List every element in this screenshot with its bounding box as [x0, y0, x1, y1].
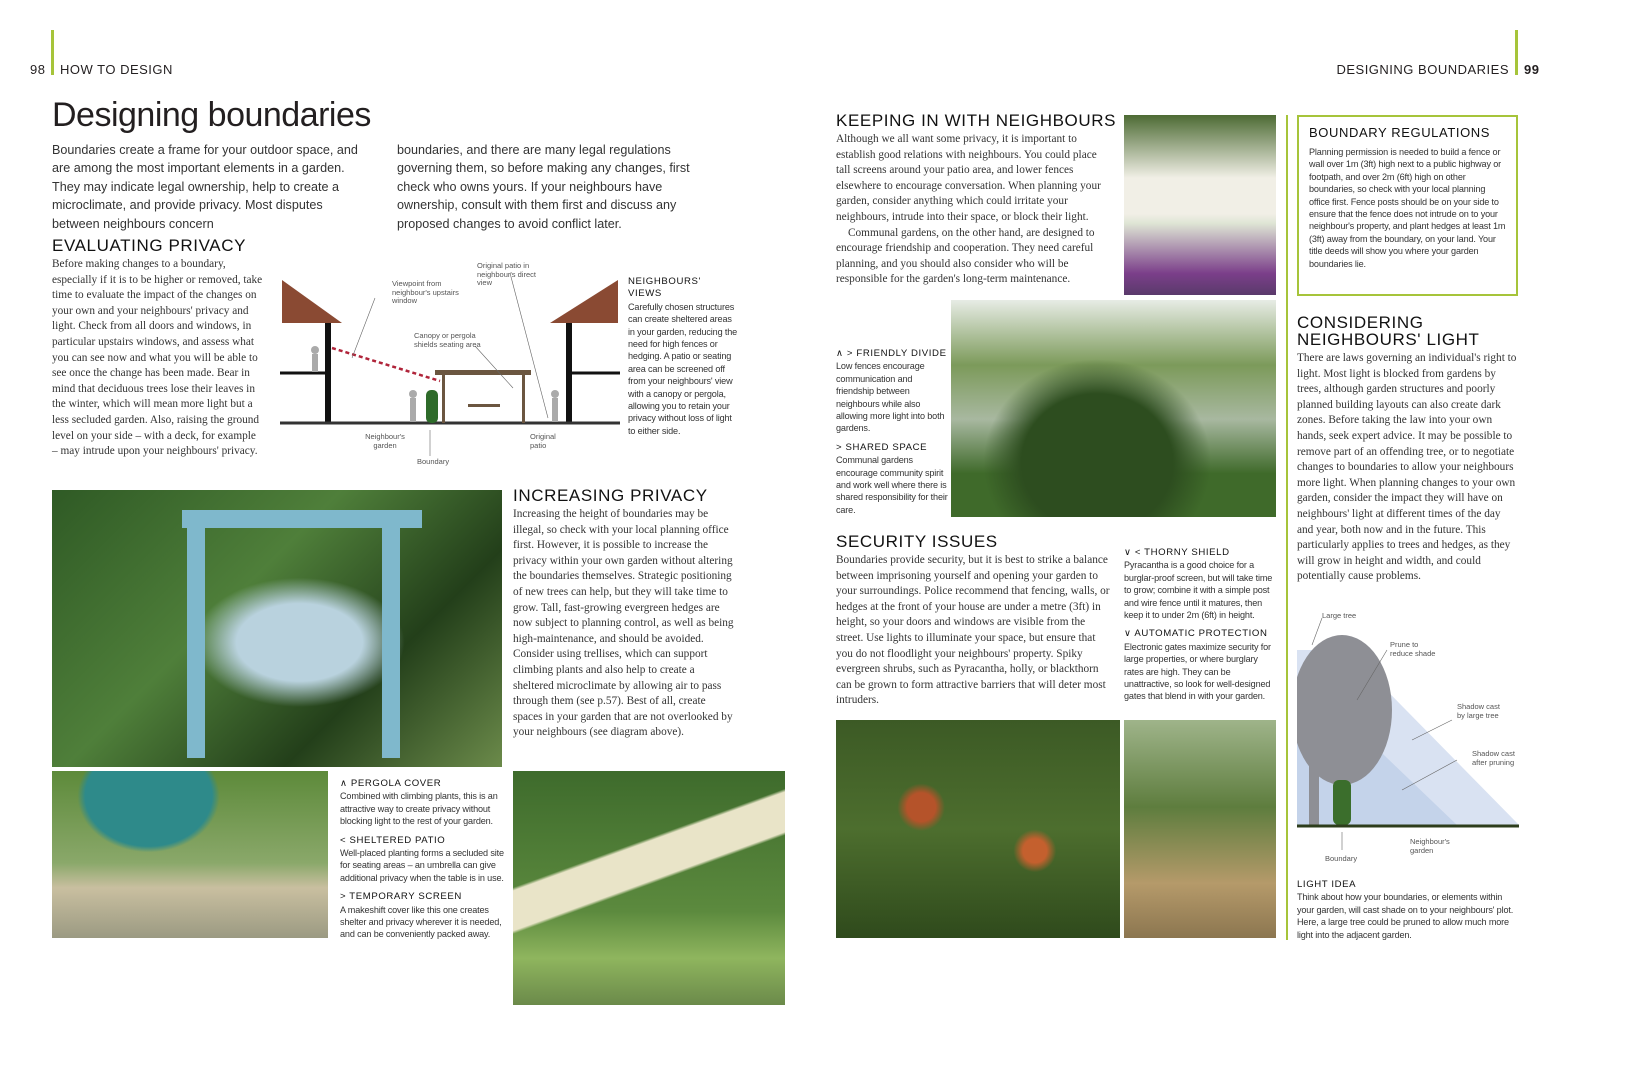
caption-text: Communal gardens encourage community spirit and work well where there is shared responsibility for their care. — [836, 455, 948, 515]
label-original-view: Original patio in neighbour's direct view — [477, 261, 536, 287]
keeping-heading: KEEPING IN WITH NEIGHBOURS — [836, 111, 1117, 130]
caption-heading: ∧ PERGOLA COVER — [340, 778, 442, 789]
page-title: Designing boundaries — [52, 96, 371, 134]
evaluating-heading: EVALUATING PRIVACY — [52, 236, 247, 255]
paragraph: Although we all want some privacy, it is important to establish good relations with neighbours. You could place tall screens around your patio area, and lower fences elsewhere to encourage conversation. When planning your garden, consider anything which could irritate your neighbours, intrude into their space, or block their light. — [836, 133, 1101, 223]
gate-photo — [1124, 720, 1276, 938]
boundary-regulations-box — [1297, 115, 1518, 296]
considering-body: There are laws governing an individual's right to light. Most light is blocked from gardens by trees, although garden structures and poorly planned building layouts can also create dark zones. Before taking the law into your own hands, seek expert advice. It may be possible to remove part of an offending tree, or to negotiate changes to boundaries to allow your neighbours more light. When planning changes to your own garden, consider the impact they will have on neighbours' light at different times of the day and year, both now and in the future. This particularly applies to trees and hedges, as they will grow in height and width, and could potentially cause problems. — [1297, 352, 1517, 583]
pergola-photo — [52, 490, 502, 767]
box-text: Planning permission is needed to build a fence or wall over 1m (3ft) high next to a public highway or footpath, and over 2m (6ft) high on other boundaries, so check with your local planning office first. Fence posts should be on your side to ensure that the fence does not intrude on to your neighbour's property, and plant hedges at least 1m (3ft) away from the boundary, on your land. Your title deeds will show you where your garden boundaries lie. — [1309, 147, 1506, 269]
caption-text: Combined with climbing plants, this is an attractive way to create privacy without blocking light to the rest of your garden. — [340, 791, 498, 827]
box-heading: BOUNDARY REGULATIONS — [1309, 125, 1491, 140]
caption-heading: NEIGHBOURS' VIEWS — [628, 276, 701, 300]
caption-heading: ∧ > FRIENDLY DIVIDE — [836, 348, 947, 359]
increasing-heading: INCREASING PRIVACY — [513, 486, 708, 505]
umbrella-patio-photo — [52, 771, 328, 938]
intro-col-2: boundaries, and there are many legal regulations governing them, so before making any changes, first check who owns yours. If your neighbours have ownership, consult with them first and discuss any proposed changes to avoid conflict later. — [397, 143, 690, 231]
column-rule — [1286, 115, 1288, 940]
house-roof-left — [282, 280, 342, 323]
label-original-patio: Original patio — [530, 432, 556, 450]
top-right-captions — [836, 348, 948, 523]
caption-shared-space — [836, 442, 948, 516]
section-label-right: DESIGNING BOUNDARIES — [1336, 62, 1509, 77]
hedge — [426, 390, 438, 423]
caption-temporary-screen — [340, 891, 505, 941]
caption-heading: ∨ AUTOMATIC PROTECTION — [1124, 628, 1268, 640]
page-number-right: 99 — [1524, 62, 1540, 77]
house-roof-right — [550, 280, 618, 323]
page-number-left: 98 — [30, 62, 46, 77]
label-canopy: Canopy or pergola shields seating area — [414, 331, 481, 349]
caption-thorny-shield — [1124, 547, 1279, 621]
evaluating-body: Before making changes to a boundary, especially if it is to be higher or removed, take time to evaluate the impact of the changes on your own and your neighbours' privacy and light. Check from all doors and windows, in particular upstairs windows, and assess what you can see now and what you will be able to see once the change has been made. Bear in mind that deciduous trees lose their leaves in the winter, which will mean more light but a less secluded garden. Also, raising the ground level on your side – with a deck, for example – may intrude upon your neighbours' privacy. — [52, 258, 263, 458]
cottage-fence-photo — [1124, 115, 1276, 295]
caption-heading: > TEMPORARY SCREEN — [340, 891, 462, 903]
security-body: Boundaries provide security, but it is best to strike a balance between imprisoning yourself and opening your garden to your surroundings. Police recommend that fencing, walls, or hedges at the front of your house are under a metre (3ft) in height, so your doors and windows are visible from the street. Use lights to illuminate your space, but ensure that you do not floodlight your neighbours' property. Spiky evergreen shrubs, such as Pyracantha, holly, or blackthorn can be grown to form attractive barriers that will deter most intruders. — [836, 554, 1110, 707]
label-boundary: Boundary — [1325, 854, 1358, 863]
label-shadow-pruning: Shadow cast after pruning — [1472, 749, 1515, 767]
caption-text: Well-placed planting forms a secluded site for seating areas – an umbrella can give additional privacy when the table is in use. — [340, 848, 504, 883]
caption-heading: < SHELTERED PATIO — [340, 834, 446, 846]
pyracantha-hedge-photo — [836, 720, 1120, 938]
paragraph: Communal gardens, on the other hand, are designed to encourage friendship and cooperation. They need careful planning, and you should also consider who will be responsible for the garden's long-term maintenance. — [836, 226, 1095, 286]
mid-right-captions — [1124, 547, 1279, 710]
communal-garden-photo — [951, 300, 1276, 517]
section-label-left: HOW TO DESIGN — [60, 62, 173, 77]
caption-automatic-protection — [1124, 628, 1279, 702]
caption-heading: LIGHT IDEA — [1297, 879, 1357, 890]
caption-text: Electronic gates maximize security for large properties, or where burglary rates are high. They can be unattractive, so look for well-designed gates that blend in with your garden. — [1124, 641, 1271, 702]
label-prune: Prune to reduce shade — [1390, 640, 1436, 658]
light-idea-caption — [1297, 879, 1517, 941]
caption-pergola-cover — [340, 778, 505, 828]
caption-heading: ∨ < THORNY SHIELD — [1124, 547, 1230, 558]
label-neighbours-garden: Neighbour's garden — [1410, 837, 1450, 855]
increasing-body: Increasing the height of boundaries may be illegal, so check with your local planning office first. However, it is possible to increase the privacy within your own garden without altering the boundaries themselves. Strategic positioning of new trees can help, but they will take time to grow. Tall, fast-growing evergreen hedges are now subject to planning control, as well as being high-maintenance, and should be avoided. Consider using trellises, which can support climbing plants and also help to create a sheltered microclimate by allowing air to pass through them (see p.57). Best of all, create spaces in your garden that are not overlooked by your neighbours (see diagram above). — [513, 508, 734, 739]
caption-text: Think about how your boundaries, or elements within your garden, will cast shade on to your neighbours' plot. Here, a large tree could be pruned to allow much more light into the adjacent garden. — [1297, 892, 1514, 940]
label-viewpoint: Viewpoint from neighbour's upstairs window — [392, 279, 459, 305]
caption-text: A makeshift cover like this one creates shelter and privacy wherever it is needed, and can be conveniently packed away. — [340, 904, 502, 940]
pergola — [435, 370, 531, 375]
label-neighbours-garden: Neighbour's garden — [365, 432, 405, 450]
caption-text: Low fences encourage communication and friendship between neighbours while also allowing more light into both gardens. — [836, 361, 945, 434]
security-heading: SECURITY ISSUES — [836, 532, 998, 551]
neighbours-views-caption — [628, 276, 738, 437]
caption-heading: > SHARED SPACE — [836, 441, 928, 453]
header-rule — [1515, 30, 1518, 75]
label-large-tree: Large tree — [1322, 611, 1357, 620]
sightline — [332, 348, 440, 381]
considering-heading: CONSIDERING NEIGHBOURS' LIGHT — [1297, 313, 1480, 349]
keeping-body — [836, 132, 1110, 288]
caption-text: Pyracantha is a good choice for a burglar-proof screen, but will take time to grow; combine it with a simple post and wire fence until it matures, then keep it to under 2m (6ft) in height. — [1124, 560, 1273, 621]
caption-friendly-divide — [836, 348, 948, 435]
caption-sheltered-patio — [340, 835, 505, 885]
intro-col-1: Boundaries create a frame for your outdoor space, and are among the most important elements in a garden. They may indicate legal ownership, help to create a microclimate, and provide privacy. Most disputes between neighbours concern — [52, 143, 358, 231]
label-boundary: Boundary — [417, 457, 450, 466]
label-shadow-large: Shadow cast by large tree — [1457, 702, 1500, 720]
hedge — [1333, 780, 1351, 825]
caption-text: Carefully chosen structures can create sheltered areas in your garden, reducing the need for high fences or hedging. A patio or seating area can be screened off from your neighbours' view with a canopy or pergola, allowing you to retain your privacy without loss of light to either side. — [628, 301, 738, 436]
canopy-photo — [513, 771, 785, 1005]
left-captions — [340, 778, 505, 948]
header-rule — [51, 30, 54, 75]
